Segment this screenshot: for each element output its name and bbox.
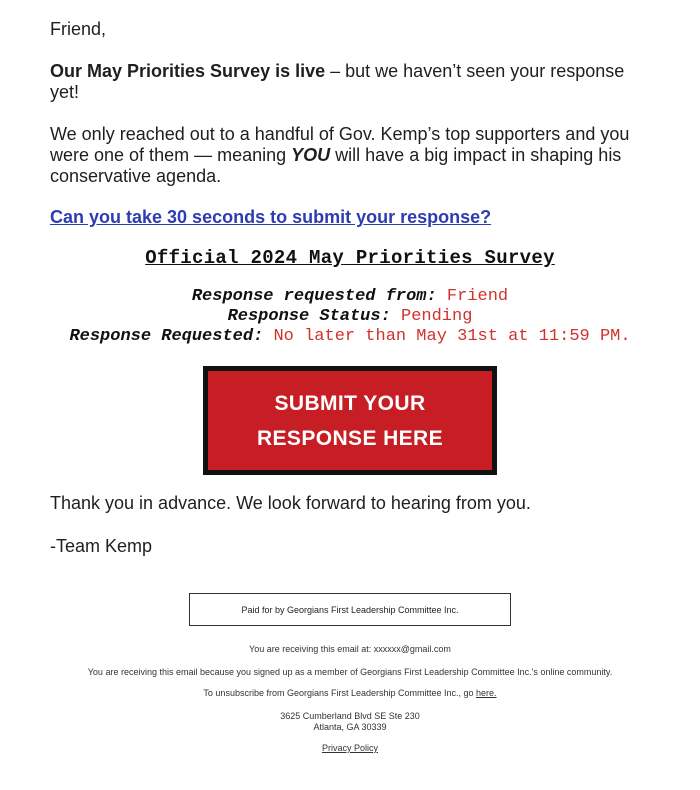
greeting: Friend, (50, 19, 107, 39)
paid-for-disclaimer: Paid for by Georgians First Leadership Committee Inc. (189, 593, 511, 626)
thanks-text: Thank you in advance. We look forward to hearing from you. (50, 493, 531, 513)
from-value: Friend (446, 287, 509, 306)
p2-after: will have a big impact in shaping his conservative agenda. (50, 145, 622, 186)
p2-before: We only reached out to a handful of Gov. Kemp’s top supporters and you were one of them — meaning (50, 124, 630, 165)
submit-response-link[interactable]: Can you take 30 seconds to submit your response? (50, 207, 492, 227)
footer-receiving (0, 644, 700, 655)
supporters-paragraph (50, 124, 650, 187)
unsubscribe-prefix: To unsubscribe from Georgians First Leadership Committee Inc., go (203, 688, 477, 698)
status-label: Response Status: (227, 307, 391, 326)
status-row-requested (0, 327, 700, 347)
receiving-email: xxxxxx@gmail.com (373, 644, 451, 654)
requested-label: Response Requested: (69, 327, 264, 346)
status-value: Pending (401, 307, 473, 326)
submit-button-frame (203, 366, 497, 475)
footer-reason: You are receiving this email because you signed up as a member of Georgians First Leadership Committee Inc.'s online community. (87, 667, 613, 677)
requested-value: No later than May 31st at 11:59 PM. (273, 327, 631, 346)
receiving-prefix: You are receiving this email at: (249, 644, 374, 654)
address-line1: 3625 Cumberland Blvd SE Ste 230 (280, 711, 420, 721)
address-line2: Atlanta, GA 30339 (313, 722, 387, 732)
footer-address (0, 711, 700, 733)
intro-rest: – but we haven’t seen your response yet! (50, 61, 625, 102)
status-row-from (0, 287, 700, 307)
submit-button-label: SUBMIT YOUR RESPONSE HERE (256, 391, 444, 450)
privacy-policy-link[interactable]: Privacy Policy (321, 743, 378, 753)
cta-text-line (50, 207, 491, 228)
response-status-block (0, 287, 700, 347)
survey-title: Official 2024 May Priorities Survey (145, 247, 555, 269)
signoff: -Team Kemp (50, 536, 153, 556)
you-emphasis: YOU (291, 145, 331, 165)
submit-response-button[interactable] (208, 371, 492, 470)
footer-unsubscribe (0, 688, 700, 699)
intro-paragraph (50, 61, 650, 103)
intro-bold: Our May Priorities Survey is live (50, 61, 326, 81)
footer-privacy (0, 743, 700, 754)
unsubscribe-link[interactable]: here. (476, 688, 497, 698)
status-row-status (0, 307, 700, 327)
from-label: Response requested from: (191, 287, 437, 306)
